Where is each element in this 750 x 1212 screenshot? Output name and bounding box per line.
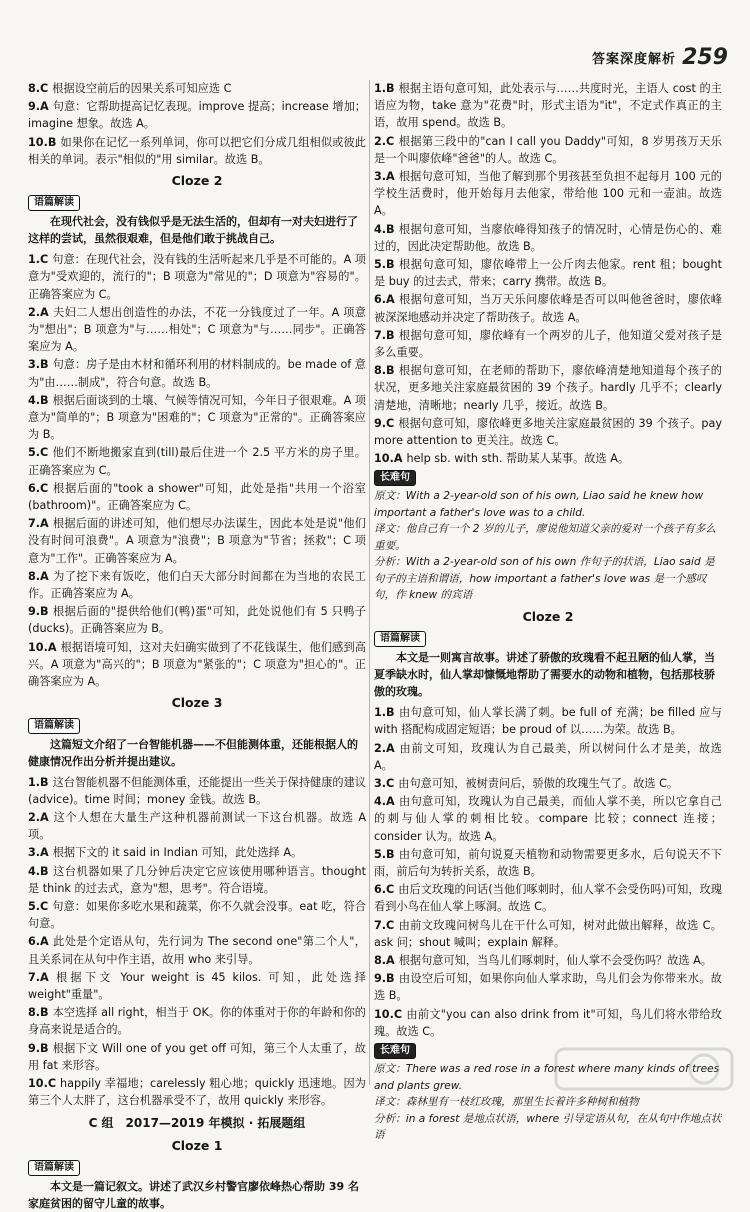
answer-explanation: 本空选择 all right，相当于 OK。你的体重对于你的年龄和你的身高来说是适合的。 <box>28 1006 366 1037</box>
answer-item <box>28 134 366 168</box>
answer-number: 9.C <box>374 416 395 430</box>
answer-item <box>374 846 722 880</box>
answer-explanation: 根据第三段中的"can I call you Daddy"可知，8 岁男孩万天乐是一个叫廖依峰"爸爸"的人。故选 C。 <box>374 134 722 165</box>
answer-explanation: 由前文"you can also drink from it"可知，鸟儿们将水带给玫瑰。故选 C。 <box>374 1007 722 1038</box>
answer-number: 7.C <box>374 918 395 932</box>
answer-number: 8.B <box>374 364 395 378</box>
answer-number: 10.A <box>28 640 57 654</box>
answer-item <box>28 1004 366 1038</box>
section-title-cloze2: Cloze 2 <box>522 608 574 624</box>
page-number: 259 <box>682 44 728 70</box>
answer-explanation: 根据句意可知，当万天乐问廖依峰是否可以叫他爸爸时，廖依峰被深深地感动并决定了帮助孩子。故选 A。 <box>374 293 722 324</box>
answer-item <box>28 603 366 637</box>
tag-discourse-reading: 语篇解读 <box>28 718 80 734</box>
passage-intro: 这篇短文介绍了一台智能机器——不但能测体重，还能根据人的健康情况作出分析并提出建议。 <box>28 737 358 768</box>
answer-explanation: 句意：在现代社会，没有钱的生活听起来几乎是不可能的。A 项意为"受欢迎的，流行的"；B 项意为"常见的"；D 项意为"容易的"。正确答案应为 C。 <box>28 253 366 301</box>
answer-item <box>374 775 722 792</box>
answer-number: 8.B <box>28 1006 49 1020</box>
answer-explanation: 这台机器如果了几分钟后决定它应该使用哪种语言。thought 是 think 的过去式，意为"想，思考"。符合语境。 <box>28 864 366 895</box>
note-line: 分析：With a 2-year-old son of his own 作句子的状语，Liao said 是句子的主语和谓语，how important a father's love was 是一个感叹句，作 knew 的宾语 <box>374 556 715 602</box>
answer-explanation: 由设空后可知，如果你向仙人掌求助，鸟儿们会为你带来水。故选 B。 <box>374 972 722 1003</box>
answer-item <box>374 80 722 132</box>
answer-explanation: 句意：它帮助提高记忆表现。improve 提高；increase 增加；imagine 想象。故选 A。 <box>28 100 366 131</box>
note-line: 原文：There was a red rose in a forest where many kinds of trees and plants grew. <box>374 1063 720 1092</box>
answer-item <box>374 291 722 325</box>
answer-explanation: 根据句意可知，廖依峰有一个两岁的儿子，他知道父爱对孩子是多么重要。 <box>374 328 722 360</box>
answer-explanation: 由前文可知，玫瑰认为自己最美，所以树问什么才是美，故选 A。 <box>374 741 722 772</box>
answer-number: 9.B <box>28 1041 49 1055</box>
long-sentence-note <box>374 488 722 604</box>
answer-number: 10.B <box>28 135 57 149</box>
answer-explanation: 根据后面的讲述可知，他们想尽办法谋生，因此本处是说"他们没有时间可浪费"。A 项意为"浪费"；B 项意为"节省；拯救"；C 项意为"工作"。正确答案应为 A。 <box>28 517 366 565</box>
section-title-cloze3: Cloze 3 <box>171 695 223 711</box>
answer-item <box>28 356 366 390</box>
answer-explanation: 由句意可知，前句说夏天植物和动物需要更多水，后句说天不下雨，前后句为转折关系，故选 B。 <box>374 847 722 878</box>
answer-item <box>28 1075 366 1109</box>
note-line: 分析：in a forest 是地点状语，where 引导定语从句，在从句中作地点状语 <box>374 1112 722 1142</box>
answer-explanation: 根据句意可知，在老师的帮助下，廖依峰清楚地知道每个孩子的状况，更多地关注家庭最贫困的 39 个孩子。hardly 几乎不；clearly 清楚地，清晰地；nearly 几乎，接近。故选 B。 <box>374 364 722 412</box>
answer-explanation: 根据句意可知，廖依峰带上一公斤肉去他家。rent 租；bought 是 buy 的过去式，带来；carry 携带。故选 B。 <box>374 258 722 289</box>
page-header <box>592 40 728 74</box>
answer-item <box>374 704 722 738</box>
answer-item <box>374 450 722 467</box>
answer-item <box>374 256 722 290</box>
note-line: 译文：他自己有一个 2 岁的儿子，廖说他知道父亲的爱对一个孩子有多么重要。 <box>374 523 716 552</box>
answer-item <box>374 1006 722 1040</box>
answer-explanation: 句意：房子是由木材和循环利用的材料制成的。be made of 意为"由……制成"，符合句意。故选 B。 <box>28 358 366 389</box>
answer-number: 4.B <box>28 393 49 407</box>
header-title: 答案深度解析 <box>592 51 677 67</box>
answer-item <box>28 515 366 567</box>
answer-explanation: 句意：如果你多吃水果和蔬菜，你不久就会没事。eat 吃，符合句意。 <box>28 899 366 931</box>
answer-number: 8.A <box>28 569 49 583</box>
answer-number: 3.B <box>28 358 49 372</box>
answer-item <box>374 221 722 255</box>
answer-item <box>28 639 366 691</box>
answer-number: 6.C <box>374 883 395 897</box>
answer-item <box>374 415 722 449</box>
answer-number: 1.C <box>28 253 49 267</box>
note-line: 原文：With a 2-year-old son of his own, Liao said he knew how important a father's love was to a child. <box>374 490 704 519</box>
answer-number: 5.B <box>374 847 395 861</box>
answer-number: 10.C <box>374 1007 403 1021</box>
answer-item <box>28 969 366 1003</box>
answer-item <box>28 98 366 132</box>
tag-discourse-reading: 语篇解读 <box>28 195 80 211</box>
answer-item <box>374 881 722 915</box>
answer-number: 5.C <box>28 899 49 913</box>
answer-explanation: 由句意可知，仙人掌长满了刺。be full of 充满；be filled 应与 with 搭配构成固定短语；be proud of 以……为荣。故选 B。 <box>374 706 722 737</box>
answer-number: 8.C <box>28 82 49 95</box>
answer-explanation: 为了挖下来有饭吃，他们白天大部分时间都在为当地的农民工作。正确答案应为 A。 <box>28 569 366 601</box>
answer-explanation: 由后文玫瑰的问话(当他们啄刺时，仙人掌不会受伤吗)可知，玫瑰看到小鸟在仙人掌上啄洞。故选 C。 <box>374 883 722 914</box>
tag-discourse-reading: 语篇解读 <box>374 631 426 647</box>
answer-explanation: 此处是个定语从句，先行词为 The second one"第二个人"，且关系词在从句中作主语，故用 who 来引导。 <box>28 935 366 966</box>
answer-item <box>28 568 366 602</box>
answer-number: 3.A <box>374 170 395 184</box>
answer-item <box>374 133 722 167</box>
answer-number: 6.C <box>28 481 49 495</box>
answer-item <box>374 970 722 1004</box>
answer-explanation: 根据下文 Will one of you get off 可知，第三个人太重了，故用 fat 来形容。 <box>28 1041 366 1072</box>
answer-number: 9.B <box>28 605 49 619</box>
tag-long-sentence: 长难句 <box>374 470 416 486</box>
answer-explanation: 根据句意可知，当鸟儿们啄刺时，仙人掌不会受伤吗？故选 A。 <box>398 954 712 968</box>
answer-explanation: 由句意可知，被树责问后，骄傲的玫瑰生气了。故选 C。 <box>398 776 679 790</box>
answer-number: 8.A <box>374 954 395 968</box>
answer-number: 10.C <box>28 1076 57 1090</box>
answer-explanation: 根据句意可知，当廖依峰得知孩子的情况时，心情是伤心的、难过的，因此决定帮助他。故选 B。 <box>374 222 722 253</box>
answer-number: 5.C <box>28 446 49 460</box>
answer-item <box>28 80 366 97</box>
answer-explanation: 根据设空前后的因果关系可知应选 C <box>52 82 232 95</box>
answer-number: 5.B <box>374 258 395 272</box>
answer-item <box>28 480 366 514</box>
tag-long-sentence: 长难句 <box>374 1043 416 1059</box>
answer-item <box>28 933 366 967</box>
right-column <box>374 80 722 1142</box>
answer-number: 4.A <box>374 795 395 809</box>
note-line: 译文：森林里有一枝红玫瑰，那里生长着许多种树和植物 <box>374 1096 639 1109</box>
passage-intro: 本文是一篇记叙文。讲述了武汉乡村警官廖依峰热心帮助 39 名家庭贫困的留守儿童的故事。 <box>28 1179 359 1210</box>
answer-number: 2.A <box>28 810 49 824</box>
answer-number: 7.B <box>374 328 395 342</box>
section-title-cloze2: Cloze 2 <box>171 173 223 189</box>
answer-item <box>28 863 366 897</box>
answer-number: 4.B <box>374 222 395 236</box>
answer-explanation: 这台智能机器不但能测体重，还能提出一些关于保持健康的建议(advice)。time 时间；money 金钱。故选 B。 <box>28 775 366 806</box>
answer-item <box>374 740 722 774</box>
answer-explanation: 由前文玫瑰问树鸟儿在干什么可知，树对此做出解释，故选 C。ask 问；shout 喊叫；explain 解释。 <box>374 918 722 949</box>
answer-item <box>374 917 722 951</box>
answer-explanation: 根据句意可知，廖依峰更多地关注家庭最贫困的 39 个孩子。pay more attention to 更关注。故选 C。 <box>374 416 722 448</box>
answer-item <box>28 898 366 932</box>
answer-number: 1.B <box>28 775 49 789</box>
answer-number: 2.A <box>28 305 49 319</box>
answer-item <box>28 809 366 843</box>
answer-number: 3.C <box>374 776 395 790</box>
answer-explanation: 这个人想在大量生产这种机器前测试一下这台机器。故选 A 项。 <box>28 810 366 842</box>
answer-number: 9.A <box>28 100 49 114</box>
answer-number: 2.A <box>374 741 395 755</box>
answer-explanation: 夫妇二人想出创造性的办法，不花一分钱度过了一年。A 项意为"想出"；B 项意为"与……相处"；C 项意为"与……同步"。正确答案应为 A。 <box>28 305 366 354</box>
answer-item <box>28 1040 366 1074</box>
answer-explanation: 根据后面谈到的土壤、气候等情况可知，今年日子很艰难。A 项意为"简单的"；B 项意为"困难的"；C 项意为"正常的"。正确答案应为 B。 <box>28 393 366 442</box>
answer-explanation: 根据后面的"提供给他们(鸭)蛋"可知，此处说他们有 5 只鸭子(ducks)。正确答案应为 B。 <box>28 605 366 636</box>
answer-explanation: 根据下文 Your weight is 45 kilos. 可知，此处选择 weight"重量"。 <box>28 970 366 1001</box>
watermark-logo <box>554 1047 734 1111</box>
left-column <box>28 80 366 1210</box>
answer-explanation: 他们不断地搬家直到(till)最后住进一个 2.5 平方米的房子里。正确答案应为 C。 <box>28 446 366 477</box>
answer-number: 3.A <box>28 846 49 860</box>
answer-explanation: 由句意可知，玫瑰认为自己最美，而仙人掌不美，所以它拿自己的刺与仙人掌的刺相比较。compare 比较；connect 连接；consider 认为。故选 A。 <box>374 795 722 843</box>
answer-explanation: 根据下文的 it said in Indian 可知，此处选择 A。 <box>52 846 303 860</box>
group-title: C 组 2017—2019 年模拟 · 拓展题组 <box>88 1116 306 1131</box>
answer-number: 4.B <box>28 864 49 878</box>
passage-intro: 本文是一则寓言故事。讲述了骄傲的玫瑰看不起丑陋的仙人掌，当夏季缺水时，仙人掌却慷慨地帮助了需要水的动物和植物，包括那枝骄傲的玫瑰。 <box>374 651 715 699</box>
answer-number: 2.C <box>374 134 395 148</box>
answer-explanation: 如果你在记忆一系列单词，你可以把它们分成几组相似或彼此相关的单词。表示"相似的"用 similar。故选 B。 <box>28 135 366 166</box>
tag-discourse-reading: 语篇解读 <box>28 1160 80 1176</box>
answer-item <box>374 362 722 414</box>
answer-item <box>28 774 366 808</box>
answer-item <box>374 952 722 969</box>
answer-number: 1.B <box>374 706 395 720</box>
answer-number: 10.A <box>374 452 403 466</box>
answer-explanation: happily 幸福地；carelessly 粗心地；quickly 迅速地。因为第三个人太胖了，这台机器承受不了，故用 quickly 来形容。 <box>28 1076 366 1108</box>
answer-item <box>374 168 722 220</box>
answer-item <box>28 844 366 861</box>
answer-explanation: help sb. with sth. 帮助某人某事。故选 A。 <box>406 452 630 466</box>
answer-explanation: 根据主语句意可知，此处表示与……共度时光，主语人 cost 的主语应为物，take 意为"花费"时，形式主语为"it"，不定式作真正的主语，故用 spend。故选 B。 <box>374 82 722 130</box>
answer-item <box>374 327 722 361</box>
answer-number: 7.A <box>28 970 49 984</box>
answer-number: 1.B <box>374 82 395 95</box>
answer-explanation: 根据句意可知，当他了解到那个男孩甚至负担不起每月 100 元的学校生活费时，他开始每月去他家，带给他 100 元和一壶油。故选 A。 <box>374 170 722 218</box>
answer-explanation: 根据后面的"took a shower"可知，此处是指"共用一个浴室(bathroom)"。正确答案应为 C。 <box>28 481 366 513</box>
passage-intro: 在现代社会，没有钱似乎是无法生活的，但却有一对夫妇进行了这样的尝试，虽然很艰难，但是他们敢于挑战自己。 <box>28 215 358 246</box>
column-divider <box>369 80 370 1085</box>
answer-item <box>28 444 366 478</box>
answer-item <box>28 251 366 303</box>
answer-item <box>374 793 722 845</box>
section-title-cloze1: Cloze 1 <box>171 1137 223 1153</box>
answer-number: 9.B <box>374 972 395 986</box>
answer-number: 7.A <box>28 517 49 531</box>
answer-item <box>28 392 366 444</box>
answer-number: 6.A <box>28 935 49 949</box>
answer-number: 6.A <box>374 293 395 307</box>
answer-explanation: 根据语境可知，这对夫妇确实做到了不花钱谋生，他们感到高兴。A 项意为"高兴的"；B 项意为"紧张的"；C 项意为"担心的"。正确答案应为 A。 <box>28 640 366 689</box>
answer-item <box>28 304 366 356</box>
